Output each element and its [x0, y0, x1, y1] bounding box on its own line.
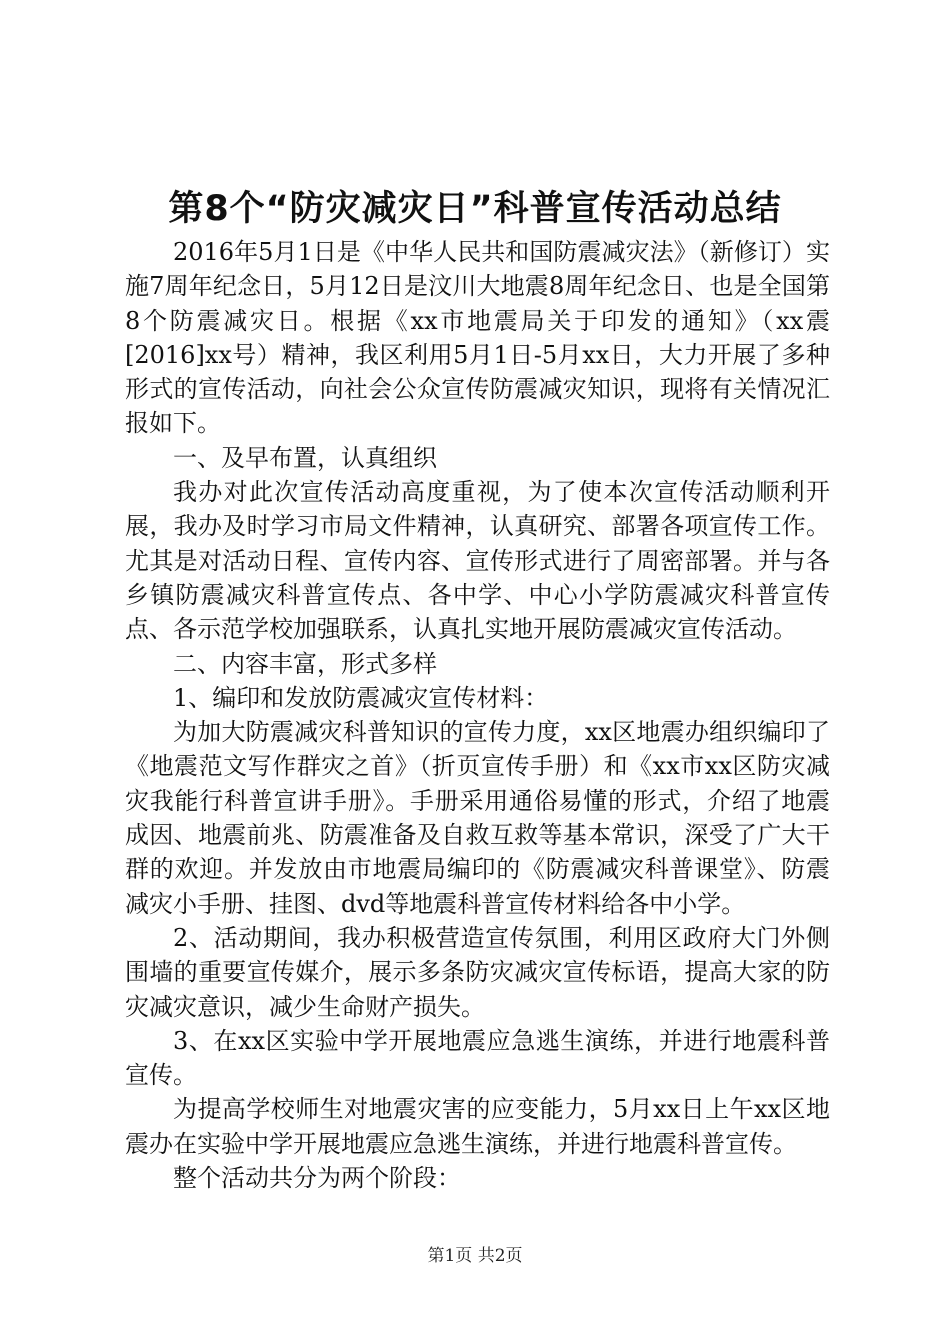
- document-title: 第8个“防灾减灾日”科普宣传活动总结: [168, 189, 782, 229]
- paragraph-drill: 为提高学校师生对地震灾害的应变能力，5月xx日上午xx区地震办在实验中学开展地震应急逃生演练，并进行地震科普宣传。: [125, 1095, 830, 1158]
- paragraph-stages: 整个活动共分为两个阶段：: [173, 1164, 461, 1193]
- paragraph-intro: 2016年5月1日是《中华人民共和国防震减灾法》（新修订）实施7周年纪念日，5月12日是汶川大地震8周年纪念日、也是全国第8个防震减灾日。根据《xx市地震局关于印发的通知》（xx震[2016]xx号）精神，我区利用5月1日-5月xx日，大力开展了多种形式的宣传活动，向社会公众宣传防震减灾知识，现将有关情况汇报如下。: [125, 238, 830, 438]
- page-footer: 第1页 共2页: [427, 1246, 523, 1266]
- paragraph-slogans: 2、活动期间，我办积极营造宣传氛围，利用区政府大门外侧围墙的重要宣传媒介，展示多条防灾减灾宣传标语，提高大家的防灾减灾意识，减少生命财产损失。: [125, 923, 830, 1021]
- sub-heading-1: 1、编印和发放防震减灾宣传材料：: [173, 683, 549, 712]
- document-body: [125, 235, 830, 1195]
- paragraph-organization: 我办对此次宣传活动高度重视，为了使本次宣传活动顺利开展，我办及时学习市局文件精神，认真研究、部署各项宣传工作。尤其是对活动日程、宣传内容、宣传形式进行了周密部署。并与各乡镇防震减灾科普宣传点、各中学、中心小学防震减灾科普宣传点、各示范学校加强联系，认真扎实地开展防震减灾宣传活动。: [125, 478, 830, 644]
- section-heading-1: 一、及早布置，认真组织: [173, 443, 437, 472]
- paragraph-materials: 为加大防震减灾科普知识的宣传力度，xx区地震办组织编印了《地震范文写作群灾之首》（折页宣传手册）和《xx市xx区防灾减灾我能行科普宣讲手册》。手册采用通俗易懂的形式，介绍了地震成因、地震前兆、防震准备及自救互救等基本常识，深受了广大干群的欢迎。并发放由市地震局编印的《防震减灾科普课堂》、防震减灾小手册、挂图、dvd等地震科普宣传材料给各中小学。: [125, 718, 830, 918]
- section-heading-2: 二、内容丰富，形式多样: [173, 649, 437, 678]
- paragraph-drill-heading: 3、在xx区实验中学开展地震应急逃生演练，并进行地震科普宣传。: [125, 1026, 830, 1090]
